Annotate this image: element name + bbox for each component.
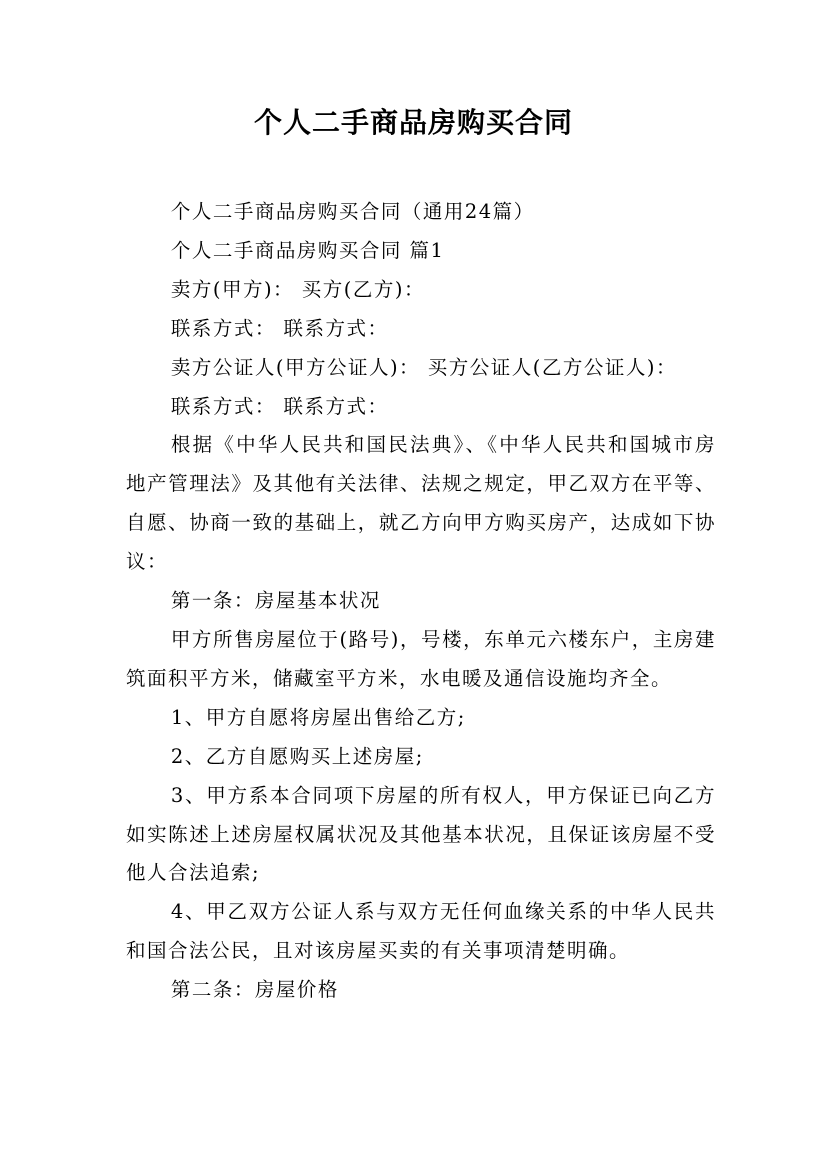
paragraph-clause-2: 2、乙方自愿购买上述房屋;: [170, 744, 424, 768]
paragraph-clause-4: 4、甲乙双方公证人系与双方无任何血缘关系的中华人民共和国合法公民，且对该房屋买卖的有关事项清楚明确。: [126, 900, 716, 963]
paragraph-notaries: 卖方公证人(甲方公证人)： 买方公证人(乙方公证人)：: [170, 355, 677, 379]
document-title: 个人二手商品房购买合同: [253, 106, 573, 139]
paragraph-article-2-heading: 第二条：房屋价格: [170, 978, 339, 1002]
paragraph-preamble: 根据《中华人民共和国民法典》、《中华人民共和国城市房地产管理法》及其他有关法律、法规之规定，甲乙双方在平等、自愿、协商一致的基础上，就乙方向甲方购买房产，达成如下协议：: [126, 433, 716, 574]
paragraph-article-1-heading: 第一条：房屋基本状况: [170, 589, 381, 613]
paragraph-subtitle: 个人二手商品房购买合同（通用24篇）: [170, 200, 535, 223]
paragraph-clause-1: 1、甲方自愿将房屋出售给乙方;: [170, 705, 466, 729]
paragraph-notary-contact: 联系方式： 联系方式：: [170, 394, 389, 418]
paragraph-parties: 卖方(甲方)： 买方(乙方)：: [170, 277, 425, 301]
paragraph-clause-3: 3、甲方系本合同项下房屋的所有权人，甲方保证已向乙方如实陈述上述房屋权属状况及其他基本状况，且保证该房屋不受他人合法追索;: [126, 783, 716, 885]
paragraph-section-heading: 个人二手商品房购买合同 篇1: [170, 238, 445, 262]
paragraph-contact: 联系方式： 联系方式：: [170, 316, 389, 340]
document-body: [126, 193, 716, 1010]
paragraph-property-description: 甲方所售房屋位于(路号)，号楼，东单元六楼东户，主房建筑面积平方米，储藏室平方米，水电暖及通信设施均齐全。: [126, 627, 716, 690]
